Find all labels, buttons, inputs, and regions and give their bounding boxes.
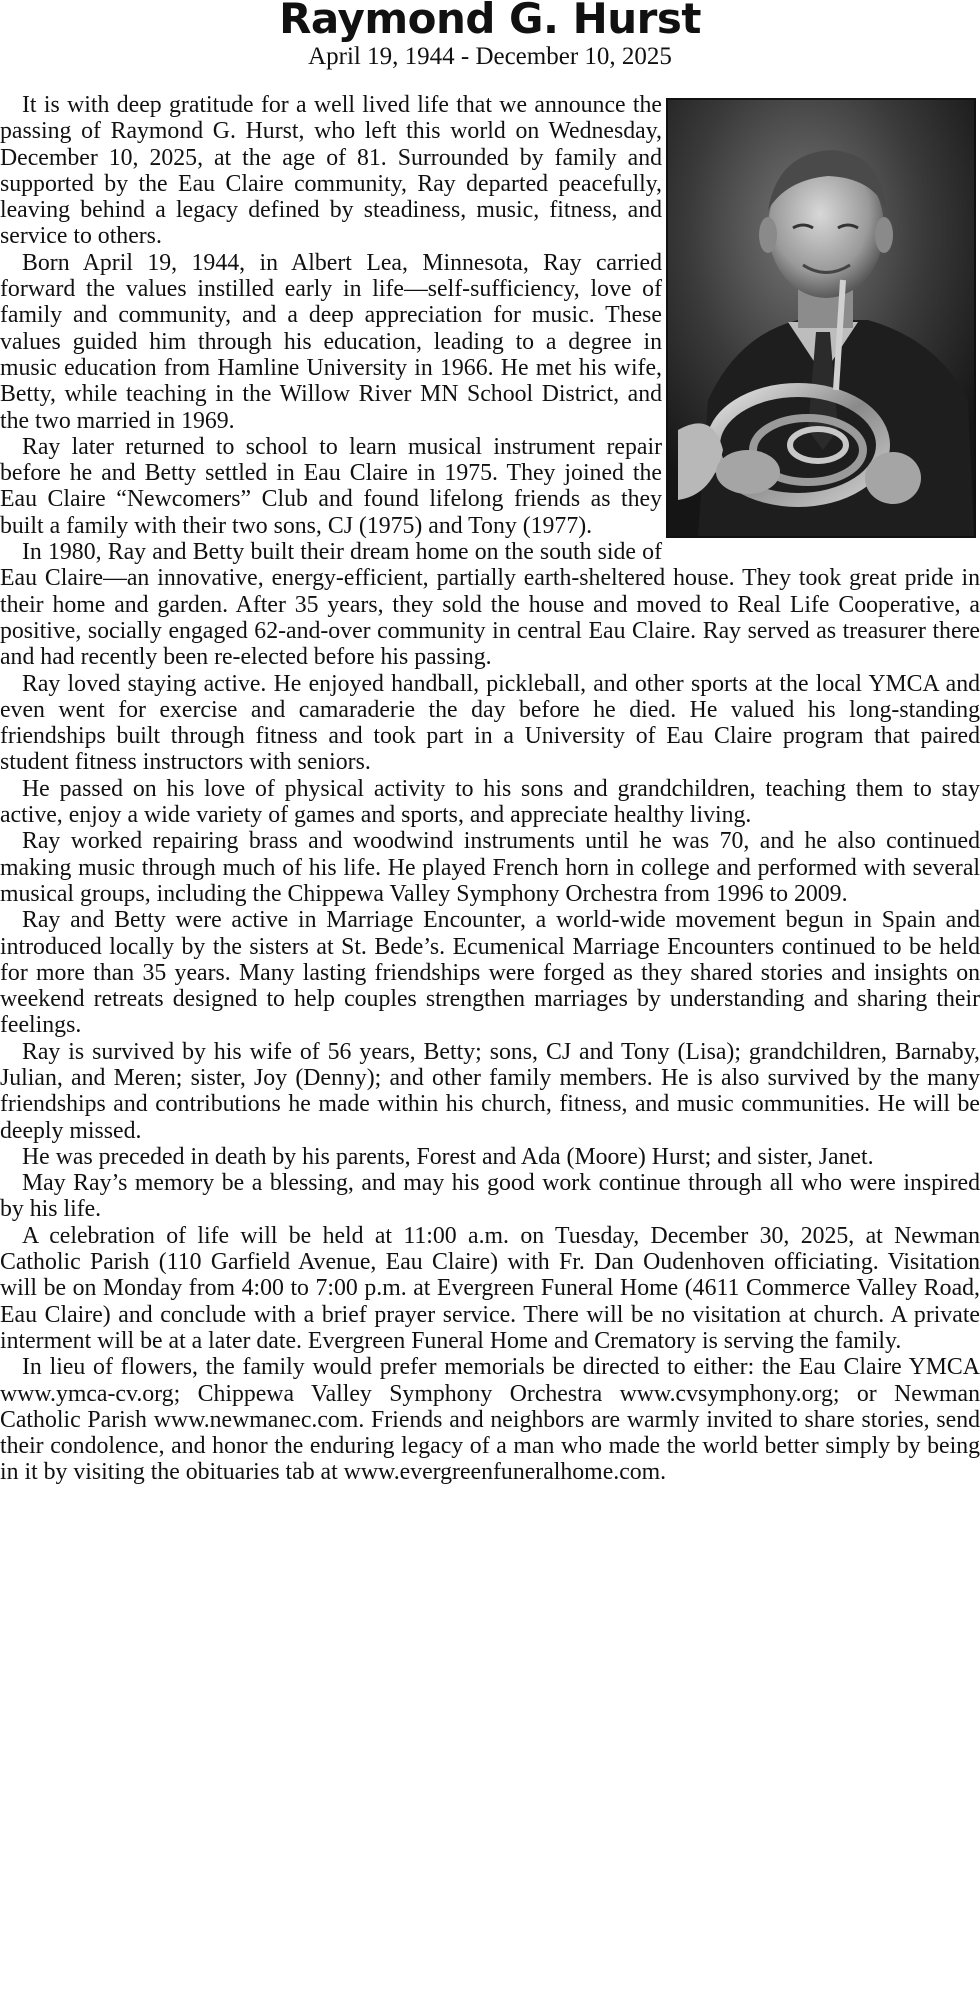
paragraph: In 1980, Ray and Betty built their dream home on the south side of Eau Claire—an innovative, energy-efficient, partially earth-sheltered house. They took great pride in their home and garden. After 35 years, they sold the house and moved to Real Life Cooperative, a positive, socially engaged 62-and-over community in central Eau Claire. Ray served as treasurer there and had recently been re-elected before his passing.	[0, 539, 980, 671]
paragraph: May Ray’s memory be a blessing, and may his good work continue through all who were inspired by his life.	[0, 1170, 980, 1223]
paragraph: In lieu of flowers, the family would prefer memorials be directed to either: the Eau Claire YMCA www.ymca-cv.org; Chippewa Valley Symphony Orchestra www.cvsymphony.org; or Newman Catholic Parish www.newmanec.com. Friends and neighbors are warmly invited to share stories, send their condolence, and honor the enduring legacy of a man who made the world better simply by being in it by visiting the obituaries tab at www.evergreenfuneralhome.com.	[0, 1354, 980, 1486]
paragraph: Ray worked repairing brass and woodwind instruments until he was 70, and he also continued making music through much of his life. He played French horn in college and performed with several musical groups, including the Chippewa Valley Symphony Orchestra from 1996 to 2009.	[0, 828, 980, 907]
paragraph: A celebration of life will be held at 11:00 a.m. on Tuesday, December 30, 2025, at Newman Catholic Parish (110 Garfield Avenue, Eau Claire) with Fr. Dan Oudenhoven officiating. Visitation will be on Monday from 4:00 to 7:00 p.m. at Evergreen Funeral Home (4611 Commerce Valley Road, Eau Claire) and conclude with a brief prayer service. There will be no visitation at church. A private interment will be at a later date. Evergreen Funeral Home and Crematory is serving the family.	[0, 1222, 980, 1354]
paragraph: He passed on his love of physical activity to his sons and grandchildren, teaching them to stay active, enjoy a wide variety of games and sports, and appreciate healthy living.	[0, 775, 980, 829]
paragraph: Ray and Betty were active in Marriage Encounter, a world-wide movement begun in Spain and introduced locally by the sisters at St. Bede’s. Ecumenical Marriage Encounters continued to be held for more than 35 years. Many lasting friendships were forged as they shared stories and insights on weekend retreats designed to help couples strengthen marriages by understanding and sharing their feelings.	[0, 907, 980, 1039]
paragraph: Ray loved staying active. He enjoyed handball, pickleball, and other sports at the local YMCA and even went for exercise and camaraderie the day before he died. He valued his long-standing friendships built through fitness and took part in a University of Eau Claire program that paired student fitness instructors with seniors.	[0, 670, 980, 776]
life-dates: April 19, 1944 - December 10, 2025	[308, 43, 672, 70]
photo-spacer	[662, 92, 980, 544]
paragraph: He was preceded in death by his parents, Forest and Ada (Moore) Hurst; and sister, Janet.	[22, 1143, 874, 1170]
paragraph: Born April 19, 1944, in Albert Lea, Minnesota, Ray carried forward the values instilled early in life—self-sufficiency, love of family and community, and a deep appreciation for music. These values guided him through his education, leading to a degree in music education from Hamline University in 1966. He met his wife, Betty, while teaching in the Willow River MN School District, and the two married in 1969.	[0, 249, 662, 434]
paragraph: Ray later returned to school to learn musical instrument repair before he and Betty settled in Eau Claire in 1975. They joined the Eau Claire “Newcomers” Club and found lifelong friends as they built a family with their two sons, CJ (1975) and Tony (1977).	[0, 433, 662, 539]
paragraph: It is with deep gratitude for a well lived life that we announce the passing of Raymond G. Hurst, who left this world on Wednesday, December 10, 2025, at the age of 81. Surrounded by family and supported by the Eau Claire community, Ray departed peacefully, leaving behind a legacy defined by steadiness, music, fitness, and service to others.	[0, 92, 662, 250]
paragraph: Ray is survived by his wife of 56 years, Betty; sons, CJ and Tony (Lisa); grandchildren, Barnaby, Julian, and Meren; sister, Joy (Denny); and other family members. He is also survived by the many friendships and contributions he made within his church, fitness, and music communities. He will be deeply missed.	[0, 1038, 980, 1144]
obituary-name: Raymond G. Hurst	[279, 0, 701, 43]
obituary-text	[0, 92, 980, 1486]
